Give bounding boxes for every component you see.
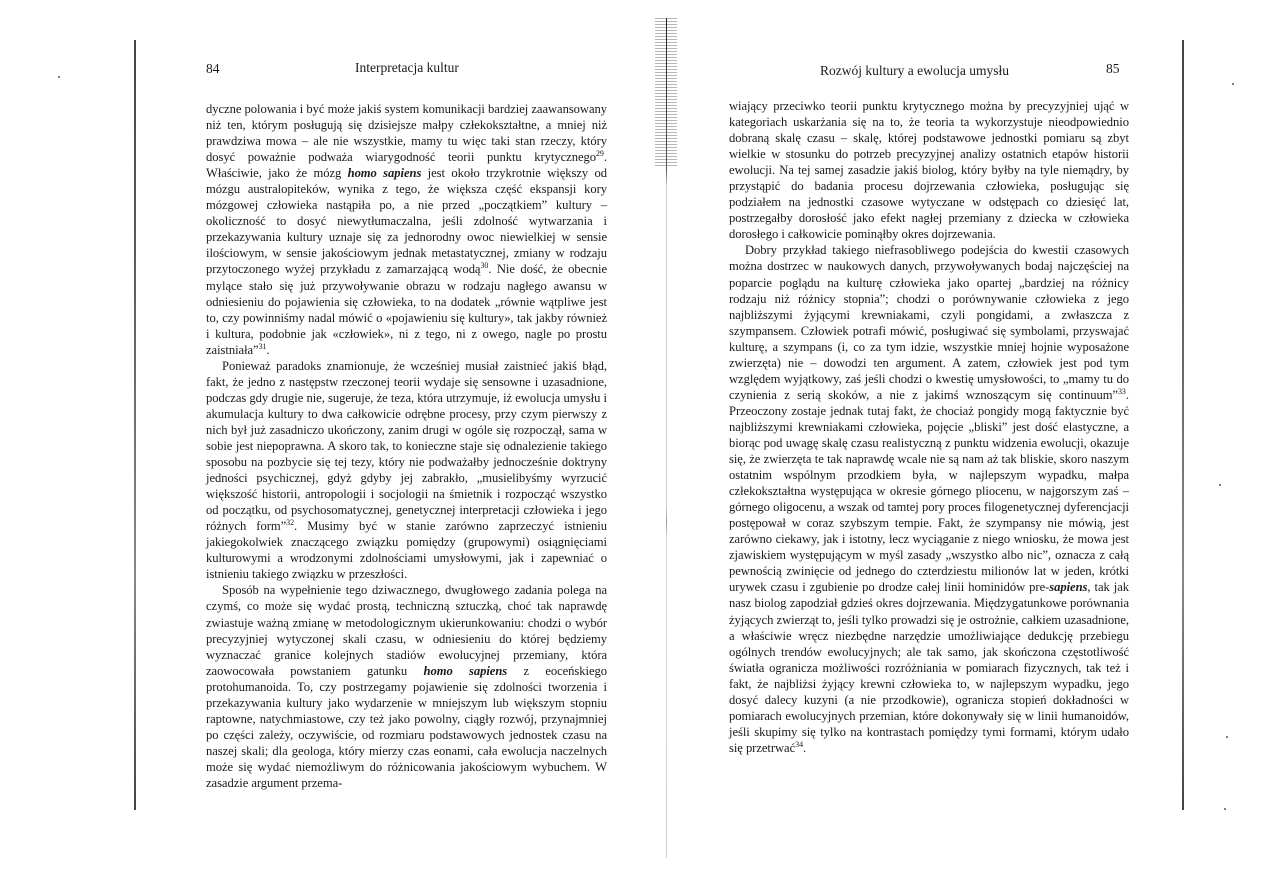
scan-margin-line-right bbox=[1182, 40, 1184, 810]
scan-speck bbox=[58, 76, 60, 78]
footnote-marker: 33 bbox=[1117, 386, 1126, 396]
paragraph: wiający przeciwko teorii punktu krytycznego można by precyzyjniej ująć w kategoriach uskarżania się na to, że teoria ta wykorzystuje nieodpowiednio dobraną skalę czasu – skalę, której podstawowe jednostki pomiaru są zbyt wielkie w stosunku do potrzeb precyzyjnej analizy ostatnich etapów historii ewolucji. Na tej samej zasadzie jakiś biolog, który byłby na tyle niemądry, by przystąpić do badania procesu dojrzewania człowieka, posługując się podziałem na jednostki czasowe wytyczane w odstępach co dziesięć lat, postrzegałby dorosłość jako efekt nagłej przemiany z dziecka w człowieka dorosłego i całkowicie pominąłby okres dojrzewania. bbox=[729, 99, 1129, 242]
paragraph: Ponieważ paradoks znamionuje, że wcześniej musiał zaistnieć jakiś błąd, fakt, że jedno z następstw rzeczonej teorii wydaje się sensowne i uzasadnione, podczas gdy drugie nie, sugeruje, że teza, która utrzymuje, iż ewolucja umysłu i akumulacja kultury to dwa całkowicie odrębne procesy, przy czym pierwszy z nich był już zasadniczo ukończony, zanim drugi w ogóle się rozpoczął, sama w sobie jest niepoprawna. A skoro tak, to konieczne staje się odnalezienie takiego sposobu na pozbycie się tej tezy, który nie podważałby jednocześnie doktryny jedności psychicznej, gdyż gdyby jej zabrakło, „musielibyśmy wyrzucić większość historii, antropologii i socjologii na śmietnik i rozpocząć wszystko od początku, od psychosomatycznej, genetycznej interpretacji człowieka i jego różnych form”$^{32}$. Musimy być w stanie zarówno zaprzeczyć istnieniu jakiegokolwiek znaczącego związku pomiędzy (grupowymi) osiągnięciami kulturowymi a wrodzonymi zdolnościami umysłowymi, jak i zapewniać o istnieniu takiego związku w przeszłości. bbox=[206, 358, 607, 582]
left-page-number: 84 bbox=[206, 61, 220, 76]
footnote-marker: 31 bbox=[258, 341, 267, 351]
scan-speck bbox=[1219, 484, 1221, 486]
paragraph: Dobry przykład takiego niefrasobliwego podejścia do kwestii czasowych można dostrzec w naukowych danych, przywoływanych bodaj najczęściej na poparcie poglądu na kulturę człowieka jako opartej „bardziej na różnicy rodzaju niż różnicy stopnia”; chodzi o porównywanie człowieka z jego najbliższymi żyjącymi krewniakami, czyli pongidami, a zwłaszcza z szympansem. Człowiek potrafi mówić, posługiwać się symbolami, przyswajać kulturę, a szympans (i, co za tym idzie, wszystkie mniej hojnie wyposażone zwierzęta) nie – dowodzi ten argument. A zatem, człowiek jest pod tym względem wyjątkowy, zaś jeśli chodzi o kwestię umysłowości, to „mamy tu do czynienia z serią skoków, a nie z jakimś wznoszącym się continuum”$^{33}$. Przeoczony zostaje jednak tutaj fakt, że chociaż pongidy mogą faktycznie być najbliższymi krewniakami człowieka, pojęcie „bliski” jest dość elastyczne, a biorąc pod uwagę skalę czasu realistyczną z punktu widzenia ewolucji, okazuje się, że zwierzęta te tak naprawdę wcale nie są nam aż tak bliskie, skoro naszym ostatnim wspólnym przodkiem była, w najlepszym wypadku, małpa człekokształtna występująca w okresie górnego pliocenu, w najgorszym zaś – górnego oligocenu, a wszak od tamtej pory proces filogenetycznej dyferencjacji postępował w coraz szybszym tempie. Fakt, że szympansy nie mówią, jest zarówno ciekawy, jak i istotny, lecz wyciąganie z niego wniosku, że mowa jest zjawiskiem występującym w myśl zasady „wszystko albo nic”, oznacza z całą pewnością zwinięcie od jednego do czterdziestu milionów lat w jeden, krótki urywek czasu i zgubienie po drodze całej linii hominidów pre-sapiens, tak jak nasz biolog zapodział gdzieś okres dojrzewania. Międzygatunkowe porównania żyjących zwierząt to, jeśli tylko prowadzi się je ostrożnie, całkiem uzasadnione, a właściwie wręcz niezbędne narzędzie umożliwiające dedukcję przebiegu ogólnych trendów ewolucyjnych; ale tak samo, jak skończona częstotliwość światła ogranicza możliwości rozróżniania w pomiarach fizycznych, tak też i fakt, że najbliżsi żyjący krewni człowieka to, w najlepszym wypadku, jego dosyć dalecy kuzyni (a nie przodkowie), ogranicza stopień dokładności w pomiarach ewolucyjnych przemian, które dokonywały się w linii humanoidów, jeśli skupimy się tylko na kontrastach pomiędzy tymi formami, którym udało się przetrwać$^{34}$. bbox=[729, 243, 1129, 755]
footnote-marker: 30 bbox=[480, 261, 489, 271]
right-body-text bbox=[729, 98, 1129, 756]
left-body-text bbox=[206, 101, 607, 791]
scan-margin-line-left bbox=[134, 40, 136, 810]
italic-term: homo sapiens bbox=[423, 663, 508, 678]
right-page-number: 85 bbox=[1106, 61, 1120, 76]
footnote-marker: 32 bbox=[286, 518, 295, 528]
left-running-title: Interpretacja kultur bbox=[355, 60, 459, 75]
paragraph: Sposób na wypełnienie tego dziwacznego, dwugłowego zadania polega na czymś, co może się wydać prostą, techniczną sztuczką, choć tak naprawdę zwiastuje ważną zmianę w metodologicznym ukierunkowaniu: chodzi o wybór precyzyjniej wytyczonej skali czasu, w odniesieniu do której będziemy wyznaczać granice kolejnych stadiów ewolucyjnej przemiany, która zaowocowała powstaniem gatunku homo sapiens z eoceńskiego protohumanoida. To, czy postrzegamy pojawienie się zdolności tworzenia i przekazywania kultury jako wydarzenie w mniejszym lub większym stopniu raptowne, natychmiastowe, czy też jako powolny, ciągły rozwój, przynajmniej po części zależy, oczywiście, od rozmiaru podstawowych jednostek czasu na naszej skali; dla geologa, który mierzy czas eonami, cała ewolucja naczelnych może się wydać niemożliwym do różnicowania jakościowym wybuchem. W zasadzie argument przema- bbox=[206, 583, 608, 790]
footnote-marker: 34 bbox=[795, 739, 804, 749]
scan-speck bbox=[1232, 83, 1234, 85]
footnote-marker: 29 bbox=[595, 149, 604, 159]
scan-speck bbox=[1226, 736, 1228, 738]
book-gutter-line bbox=[666, 18, 667, 858]
italic-term: sapiens bbox=[1049, 580, 1088, 595]
right-running-title: Rozwój kultury a ewolucja umysłu bbox=[820, 63, 1009, 78]
paragraph: dyczne polowania i być może jakiś system komunikacji bardziej zaawansowany niż ten, którym posługują się dzisiejsze małpy człekokształtne, a mniej niż prawdziwa mowa – ale nie wszystkie, mamy tu więc taki stan rzeczy, który dosyć poważnie podważa wiarygodność teorii punktu krytycznego$^{29}$. Właściwie, jako że mózg homo sapiens jest około trzykrotnie większy od mózgu australopiteków, wynika z tego, że większa część ekspansji kory mózgowej człowieka nastąpiła po, a nie przed „początkiem” kultury – okoliczność to dosyć niewytłumaczalna, jeśli zdolność wytwarzania i przekazywania kultury uznaje się za jednorodny owoc niewielkiej w sensie ilościowym, w sensie jakościowym jednak metastatycznej, zmiany w rodzaju przytoczonego wyżej przykładu z zamarzającą wodą$^{30}$. Nie dość, że obecnie mylące stało się już przywoływanie obrazu w rodzaju nagłego awansu w odniesieniu do pojawienia się człowieka, to na dodatek „równie wątpliwe jest to, czy powinniśmy nadal mówić o «pojawieniu się kultury», tak jakby również i kultura, podobnie jak «człowiek», ni z tego, ni z owego, nagle po prostu zaistniała”$^{31}$. bbox=[206, 102, 607, 357]
scan-speck bbox=[1224, 808, 1226, 810]
italic-term: homo sapiens bbox=[347, 166, 422, 181]
